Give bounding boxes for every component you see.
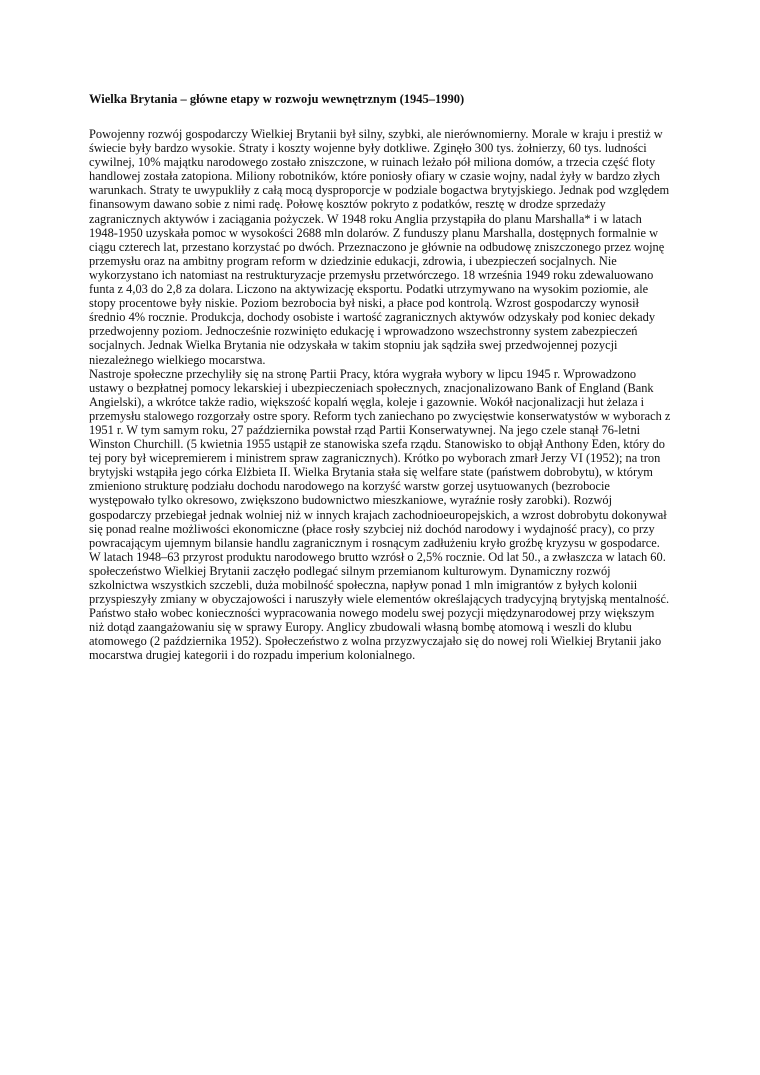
document-title: Wielka Brytania – główne etapy w rozwoju wewnętrznym (1945–1990) [89,92,465,106]
paragraph-2: Nastroje społeczne przechyliły się na stronę Partii Pracy, która wygrała wybory w lipcu 1945 r. Wprowadzono ustawy o bezpłatnej pomocy lekarskiej i ubezpieczeniach społecznych, znacjonalizowano Bank of England (Bank Angielski), a wkrótce także radio, większość kopalń węgla, koleje i gazownie. Wokół nacjonalizacji hut żelaza i przemysłu stalowego rozgorzały ostre spory. Reform tych zaniechano po zwycięstwie konserwatystów w wyborach z 1951 r. W tym samym roku, 27 października powstał rząd Partii Konserwatywnej. Na jego czele stanął 76-letni Winston Churchill. (5 kwietnia 1955 ustąpił ze stanowiska szefa rządu. Stanowisko to objął Anthony Eden, który do tej pory był wicepremierem i ministrem spraw zagranicznych). Krótko po wyborach zmarł Jerzy VI (1952); na tron brytyjski wstąpiła jego córka Elżbieta II. Wielka Brytania stała się welfare state (państwem dobrobytu), w którym zmieniono strukturę podziału dochodu narodowego na korzyść warstw gorzej usytuowanych (bezrobocie występowało tylko okresowo, zwiększono budownictwo mieszkaniowe, wyraźnie rosły zarobki). Rozwój gospodarczy przebiegał jednak wolniej niż w innych krajach zachodnioeuropejskich, a wzrost dobrobytu dokonywał się ponad realne możliwości ekonomiczne (płace rosły szybciej niż dochód narodowy i wydajność pracy), co przy powracającym ujemnym bilansie handlu zagranicznym i rosnącym zadłużeniu kryło groźbę kryzysu w gospodarce. W latach 1948–63 przyrost produktu narodowego brutto wzrósł o 2,5% rocznie. Od lat 50., a zwłaszcza w latach 60. społeczeństwo Wielkiej Brytanii zaczęło podlegać silnym przemianom kulturowym. Dynamiczny rozwój szkolnictwa wszystkich szczebli, duża mobilność społeczna, napływ ponad 1 mln imigrantów z byłych kolonii przyspieszyły zmiany w obyczajowości i naruszyły wiele elementów określających tradycyjną brytyjską mentalność. Państwo stało wobec konieczności wypracowania nowego modelu swej pozycji międzynarodowej przy większym niż dotąd zaangażowaniu się w sprawy Europy. Anglicy zbudowali własną bombę atomową i weszli do klubu atomowego (2 października 1952). Społeczeństwo z wolna przyzwyczajało się do nowej roli Wielkiej Brytanii jako mocarstwa drugiej kategorii i do rozpadu imperium kolonialnego. [89,366,671,663]
document-page [89,91,672,663]
paragraph-1: Powojenny rozwój gospodarczy Wielkiej Brytanii był silny, szybki, ale nierównomierny. Morale w kraju i prestiż w świecie były bardzo wysokie. Straty i koszty wojenne były dotkliwe. Zginęło 300 tys. żołnierzy, 60 tys. ludności cywilnej, 10% majątku narodowego zostało zniszczone, w ruinach leżało pół miliona domów, a trzecia część floty handlowej została zatopiona. Miliony robotników, które poniosły ofiary w czasie wojny, nadal żyły w bardzo złych warunkach. Straty te uwypukliły z całą mocą dysproporcje w podziale bogactwa brytyjskiego. Jednak pod względem finansowym dawano sobie z nimi radę. Połowę kosztów pokryto z podatków, resztę w drodze sprzedaży zagranicznych aktywów i zaciągania pożyczek. W 1948 roku Anglia przystąpiła do planu Marshalla* i w latach 1948-1950 uzyskała pomoc w wysokości 2688 mln dolarów. Z funduszy planu Marshalla, dostępnych formalnie w ciągu czterech lat, przestano korzystać po dwóch. Przeznaczono je głównie na odbudowę zniszczonego przez wojnę przemysłu oraz na ambitny program reform w dziedzinie edukacji, zdrowia, i ubezpieczeń socjalnych. Nie wykorzystano ich natomiast na restrukturyzacje przemysłu przetwórczego. 18 września 1949 roku zdewaluowano funta z 4,03 do 2,8 za dolara. Liczono na aktywizację eksportu. Podatki utrzymywano na wysokim poziomie, ale stopy procentowe były niskie. Poziom bezrobocia był niski, a płace pod kontrolą. Wzrost gospodarczy wynosił średnio 4% rocznie. Produkcja, dochody osobiste i wartość zagranicznych aktywów odzyskały pod koniec dekady przedwojenny poziom. Jednocześnie rozwinięto edukację i wprowadzono wszechstronny system zabezpieczeń socjalnych. Jednak Wielka Brytania nie odzyskała w takim stopniu jak sądziła swej przedwojennej pozycji niezależnego wielkiego mocarstwa. [89,127,670,367]
